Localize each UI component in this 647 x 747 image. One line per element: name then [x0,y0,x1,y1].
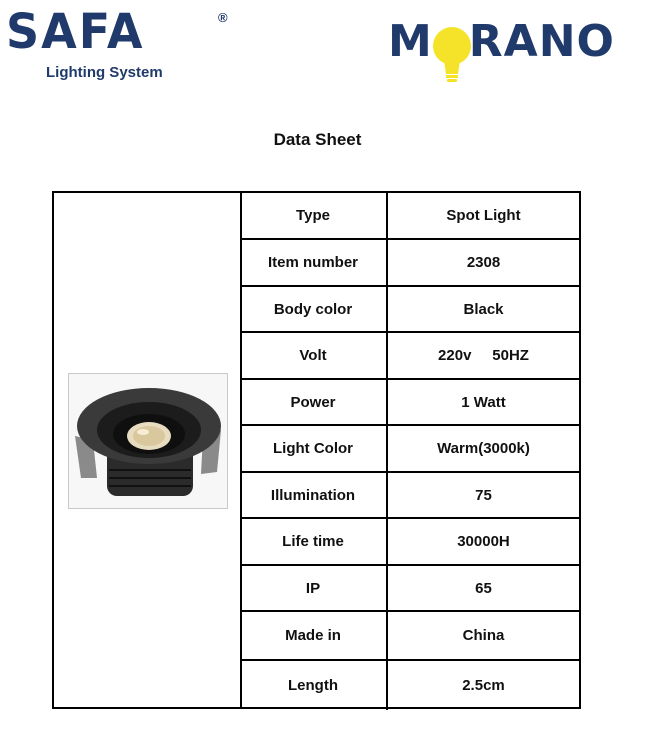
morano-logo [388,16,638,84]
spec-value: 65 [387,565,579,611]
spec-value: 1 Watt [387,379,579,425]
spec-row [240,518,579,565]
spec-label: Power [240,379,387,425]
spec-value: Warm(3000k) [387,425,579,472]
spec-label: Length [240,660,387,710]
spec-label: Illumination [240,472,387,518]
spec-label: IP [240,565,387,611]
page-title [0,130,647,150]
spec-row [240,239,579,286]
spec-row [240,660,579,710]
spec-label: Light Color [240,425,387,472]
spec-value: 75 [387,472,579,518]
spec-row [240,472,579,518]
spec-label: Made in [240,611,387,660]
spec-row [240,379,579,425]
specs-table [240,193,579,710]
spec-row [240,425,579,472]
spec-value: 30000H [387,518,579,565]
spec-row [240,332,579,379]
spec-row [240,565,579,611]
spec-value: 2308 [387,239,579,286]
spec-value: 2.5cm [387,660,579,710]
safa-logo-text: SAFA [6,2,145,60]
spec-row [240,611,579,660]
spec-label: Item number [240,239,387,286]
spec-value: Black [387,286,579,332]
registered-mark: ® [218,10,228,25]
morano-logo-text: M RANO [388,16,615,67]
spec-label: Body color [240,286,387,332]
product-image-cell [54,193,242,707]
spec-row [240,286,579,332]
spec-label: Life time [240,518,387,565]
data-sheet-table [52,191,581,709]
spec-label: Volt [240,332,387,379]
page-title-text: Data Sheet [273,130,362,149]
safa-tagline: Lighting System [46,64,163,81]
spec-value: China [387,611,579,660]
spec-value: 220v 50HZ [387,332,579,379]
safa-logo [6,2,236,86]
spec-row [240,193,579,239]
product-image [68,373,228,509]
spec-value: Spot Light [387,193,579,239]
spec-label: Type [240,193,387,239]
